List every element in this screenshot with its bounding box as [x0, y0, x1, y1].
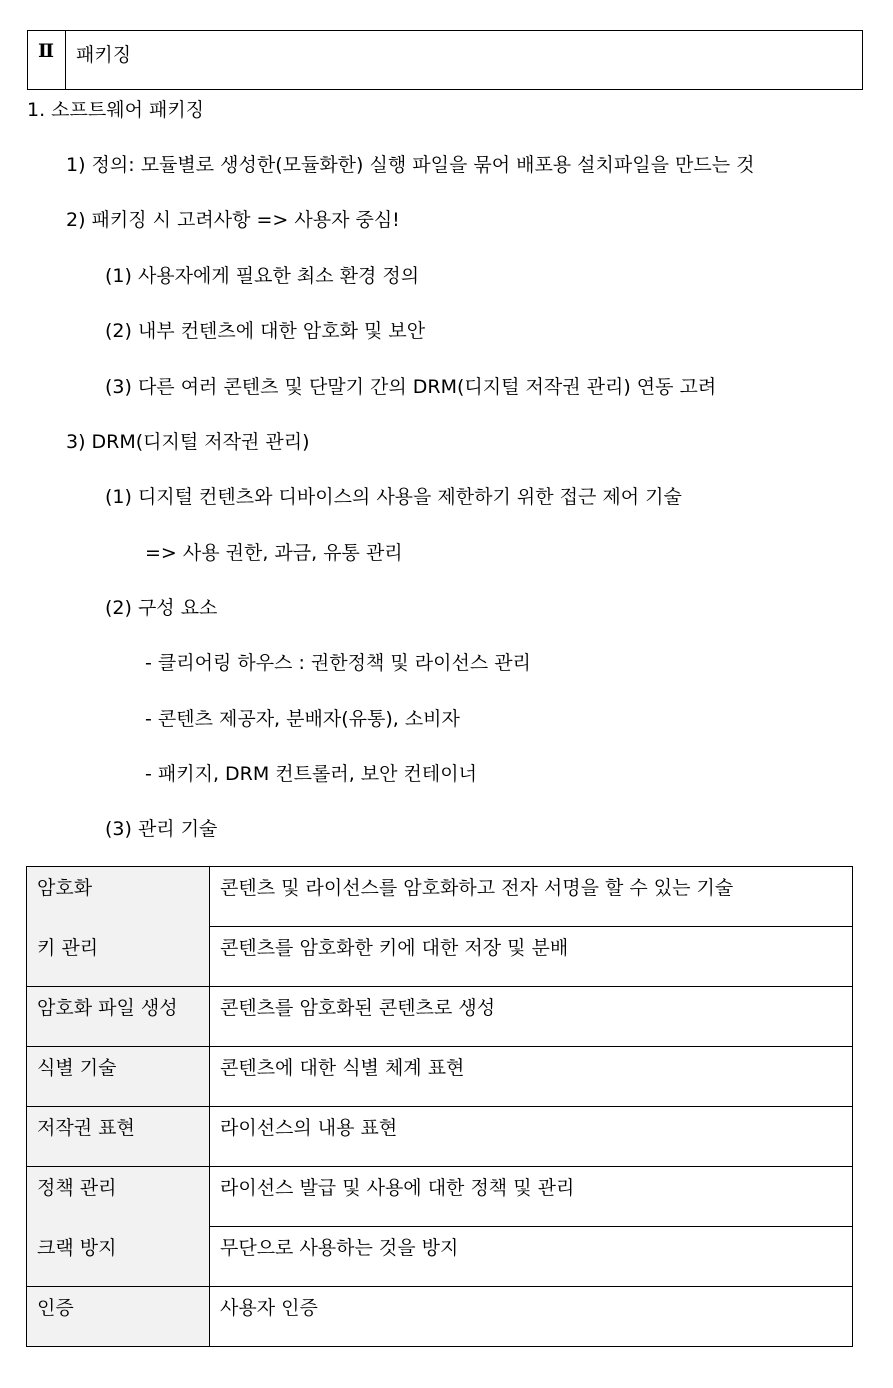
table-term: 키 관리 — [27, 927, 210, 987]
subitem-drm-scope: => 사용 권한, 과금, 유통 관리 — [145, 542, 403, 564]
subitem-min-environment: (1) 사용자에게 필요한 최소 환경 정의 — [105, 265, 420, 287]
subitem-components: (2) 구성 요소 — [105, 597, 218, 619]
table-desc: 사용자 인증 — [210, 1287, 853, 1347]
table-desc: 콘텐츠 및 라이선스를 암호화하고 전자 서명을 할 수 있는 기술 — [210, 867, 853, 927]
component-package: - 패키지, DRM 컨트롤러, 보안 컨테이너 — [145, 763, 477, 785]
section-header — [27, 30, 863, 90]
subitem-encryption-security: (2) 내부 컨텐츠에 대한 암호화 및 보안 — [105, 320, 426, 342]
table-row — [27, 987, 853, 1047]
heading-software-packaging: 1. 소프트웨어 패키징 — [27, 99, 205, 121]
subitem-management-tech: (3) 관리 기술 — [105, 818, 218, 840]
section-number: Ⅱ — [28, 31, 66, 89]
component-clearing-house: - 클리어링 하우스 : 권한정책 및 라이선스 관리 — [145, 652, 531, 674]
table-row — [27, 1047, 853, 1107]
component-providers: - 콘텐츠 제공자, 분배자(유통), 소비자 — [145, 708, 460, 730]
subitem-drm-integration: (3) 다른 여러 콘텐츠 및 단말기 간의 DRM(디지털 저작권 관리) 연동 고려 — [105, 376, 717, 398]
table-desc: 콘텐츠를 암호화한 키에 대한 저장 및 분배 — [210, 927, 853, 987]
item-considerations: 2) 패키징 시 고려사항 => 사용자 중심! — [66, 209, 400, 231]
table-term: 인증 — [27, 1287, 210, 1347]
table-row — [27, 867, 853, 927]
table-term: 암호화 — [27, 867, 210, 927]
item-drm: 3) DRM(디지털 저작권 관리) — [66, 431, 310, 453]
table-term: 정책 관리 — [27, 1167, 210, 1227]
table-term: 암호화 파일 생성 — [27, 987, 210, 1047]
table-term: 크랙 방지 — [27, 1227, 210, 1287]
table-term: 저작권 표현 — [27, 1107, 210, 1167]
table-desc: 라이선스 발급 및 사용에 대한 정책 및 관리 — [210, 1167, 853, 1227]
table-desc: 콘텐츠를 암호화된 콘텐츠로 생성 — [210, 987, 853, 1047]
table-row — [27, 1287, 853, 1347]
table-desc: 콘텐츠에 대한 식별 체계 표현 — [210, 1047, 853, 1107]
subitem-drm-definition: (1) 디지털 컨텐츠와 디바이스의 사용을 제한하기 위한 접근 제어 기술 — [105, 486, 682, 508]
table-row — [27, 1227, 853, 1287]
table-row — [27, 1167, 853, 1227]
table-row — [27, 927, 853, 987]
table-term: 식별 기술 — [27, 1047, 210, 1107]
item-definition: 1) 정의: 모듈별로 생성한(모듈화한) 실행 파일을 묶어 배포용 설치파일을 만드는 것 — [66, 154, 755, 176]
table-row — [27, 1107, 853, 1167]
table-desc: 라이선스의 내용 표현 — [210, 1107, 853, 1167]
section-title: 패키징 — [76, 44, 132, 66]
table-desc: 무단으로 사용하는 것을 방지 — [210, 1227, 853, 1287]
management-tech-table — [26, 866, 853, 1347]
